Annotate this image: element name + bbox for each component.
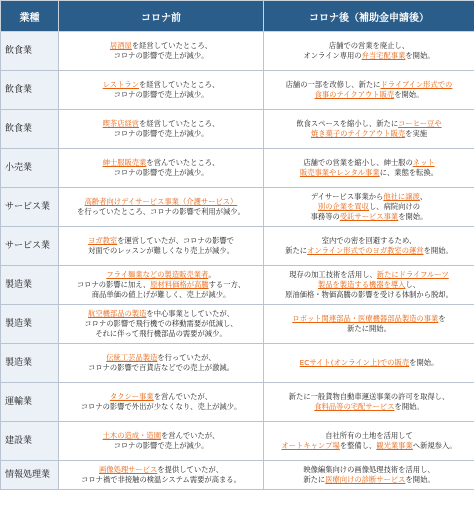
- cell-line: [61, 246, 261, 256]
- highlight-text: 高齢者向けデイサービス事業（介護サービス）: [84, 197, 238, 206]
- highlight-text: レストラン: [102, 80, 139, 89]
- plain-text: を行っていたところ、コロナの影響で利用が減少。: [77, 207, 245, 216]
- highlight-text: 新たにドライフルーツ: [376, 270, 449, 279]
- cell-line: [266, 314, 472, 324]
- table-row: [1, 344, 474, 383]
- highlight-text: 製品を製造する機器を導入: [317, 280, 406, 289]
- cell-line: [266, 90, 472, 100]
- cell-line: [61, 41, 261, 51]
- highlight-text: 受託サービス事業: [339, 212, 399, 221]
- plain-text: 新たに: [303, 475, 326, 484]
- cell-line: [61, 363, 261, 373]
- table-row: [1, 188, 474, 227]
- highlight-text: 他社に譲渡: [383, 192, 420, 201]
- cell-line: [266, 270, 472, 280]
- after-cell: [264, 266, 474, 305]
- after-cell: [264, 383, 474, 422]
- highlight-text: 居酒屋: [109, 41, 132, 50]
- highlight-text: 販売事業やレンタル事業: [299, 168, 380, 177]
- plain-text: を開始。: [394, 402, 424, 411]
- cell-line: [266, 402, 472, 412]
- before-cell: [59, 266, 264, 305]
- cell-line: [266, 212, 472, 222]
- plain-text: コロナの影響で飛行機での移動需要が低減し、: [84, 319, 238, 328]
- plain-text: 店舗での営業を廃止し、: [328, 41, 410, 50]
- table-row: [1, 383, 474, 422]
- plain-text: を実施: [405, 129, 428, 138]
- cell-line: [266, 392, 472, 402]
- plain-text: コロナの影響で売上が減少。: [113, 168, 209, 177]
- plain-text: を中心事業としていたが、: [146, 309, 234, 318]
- plain-text: 室内での密を回避するため、: [321, 236, 417, 245]
- cell-line: [266, 158, 472, 168]
- plain-text: 。: [208, 270, 216, 279]
- highlight-text: ECサイト(オンライン上)での販売: [299, 358, 410, 367]
- table-row: [1, 71, 474, 110]
- plain-text: 店舗での営業を縮小し、紳士服の: [303, 158, 413, 167]
- cell-line: [266, 324, 472, 334]
- header-industry: 業種: [1, 1, 59, 32]
- plain-text: 新たに一般貨物自動車運送事業の許可を取得し、: [288, 392, 450, 401]
- highlight-text: 土木の造成・造園: [102, 431, 161, 440]
- highlight-text: 紳士服販売業: [102, 158, 147, 167]
- cell-line: [266, 80, 472, 90]
- industry-cell: 飲食業: [1, 71, 59, 110]
- plain-text: を営んでいたところ、: [146, 158, 220, 167]
- plain-text: 事務等の: [310, 212, 340, 221]
- cell-line: [266, 290, 472, 300]
- highlight-text: オンライン形式でのヨガ教室の運営: [307, 246, 424, 255]
- cell-line: [61, 353, 261, 363]
- before-cell: [59, 383, 264, 422]
- plain-text: を開始。: [394, 90, 424, 99]
- before-cell: [59, 305, 264, 344]
- after-cell: [264, 305, 474, 344]
- cell-line: [266, 41, 472, 51]
- cell-line: [61, 465, 261, 475]
- plain-text: を開始。: [405, 51, 435, 60]
- industry-cell: 小売業: [1, 149, 59, 188]
- plain-text: コロナの影響で売上が減少。: [113, 51, 209, 60]
- highlight-text: ネット: [412, 158, 435, 167]
- highlight-text: オートキャンプ場: [281, 441, 340, 450]
- plain-text: コロナの影響で売上が減少。: [113, 90, 209, 99]
- before-cell: [59, 32, 264, 71]
- header-row: [1, 1, 474, 32]
- industry-cell: 飲食業: [1, 110, 59, 149]
- cell-line: [266, 119, 472, 129]
- cell-line: [266, 475, 472, 485]
- plain-text: コロナの影響で売上が減少。: [113, 441, 209, 450]
- plain-text: 新たに: [285, 246, 308, 255]
- cell-line: [61, 431, 261, 441]
- plain-text: し、: [405, 280, 421, 289]
- cell-line: [61, 441, 261, 451]
- plain-text: 原油価格・物価高騰の影響を受ける体制から脱却。: [285, 290, 453, 299]
- highlight-text: 別の企業を買収: [317, 202, 369, 211]
- industry-cell: 製造業: [1, 305, 59, 344]
- table-row: [1, 305, 474, 344]
- plain-text: を運営していたが、コロナの影響で: [117, 236, 234, 245]
- plain-text: を開始。: [423, 246, 453, 255]
- highlight-text: ヨガ教室: [88, 236, 118, 245]
- cell-line: [266, 441, 472, 451]
- plain-text: を経営していたところ、: [139, 119, 220, 128]
- plain-text: へ新規参入。: [412, 441, 457, 450]
- plain-text: コロナの影響に加え、: [76, 280, 151, 289]
- plain-text: を経営していたところ、: [131, 41, 213, 50]
- before-cell: [59, 149, 264, 188]
- cell-line: [61, 392, 261, 402]
- cell-line: [61, 270, 261, 280]
- cell-line: [266, 431, 472, 441]
- cell-line: [61, 236, 261, 246]
- table-row: [1, 422, 474, 461]
- highlight-text: ドライブイン形式での: [380, 80, 453, 89]
- cell-line: [61, 119, 261, 129]
- plain-text: 店舗の一部を改修し、新たに: [285, 80, 381, 89]
- after-cell: [264, 461, 474, 490]
- cell-line: [266, 280, 472, 290]
- cell-line: [61, 90, 261, 100]
- table-row: [1, 32, 474, 71]
- highlight-text: 原材料価格が高騰: [150, 280, 209, 289]
- table-body: [1, 32, 474, 490]
- plain-text: を: [438, 314, 446, 323]
- plain-text: を開始。: [409, 358, 439, 367]
- highlight-text: 観光業事業: [376, 441, 413, 450]
- before-cell: [59, 422, 264, 461]
- plain-text: 商品単価の値上げが難しく、売上が減少。: [91, 290, 231, 299]
- highlight-text: 焼き菓子のテイクアウト販売: [310, 129, 406, 138]
- plain-text: コロナの影響で外出が少なくなり、売上が減少。: [80, 402, 242, 411]
- table-row: [1, 110, 474, 149]
- cell-line: [61, 207, 261, 217]
- plain-text: を行っていたが、: [157, 353, 216, 362]
- plain-text: を開始。: [398, 212, 428, 221]
- industry-cell: 製造業: [1, 266, 59, 305]
- cell-line: [266, 236, 472, 246]
- industry-cell: 情報処理業: [1, 461, 59, 490]
- cell-line: [61, 329, 261, 339]
- plain-text: に、業態を転換。: [379, 168, 439, 177]
- cell-line: [61, 280, 261, 290]
- table-row: [1, 266, 474, 305]
- after-cell: [264, 110, 474, 149]
- table-row: [1, 227, 474, 266]
- cell-line: [61, 51, 261, 61]
- cell-line: [61, 319, 261, 329]
- cell-line: [61, 168, 261, 178]
- after-cell: [264, 188, 474, 227]
- highlight-text: 弁当宅配事業: [361, 51, 406, 60]
- plain-text: コロナ禍で非接触の検温システム需要が高まる。: [81, 475, 241, 484]
- highlight-text: 画像処理サービス: [98, 465, 158, 474]
- highlight-text: 航空機部品の製造: [88, 309, 147, 318]
- before-cell: [59, 227, 264, 266]
- highlight-text: 喫茶店経営: [102, 119, 140, 128]
- cell-line: [266, 51, 472, 61]
- after-cell: [264, 149, 474, 188]
- before-cell: [59, 71, 264, 110]
- plain-text: デイサービス事業から: [310, 192, 384, 201]
- cell-line: [61, 197, 261, 207]
- industry-cell: 建設業: [1, 422, 59, 461]
- plain-text: それに伴って飛行機部品の需要が減少。: [95, 329, 227, 338]
- industry-cell: サービス業: [1, 227, 59, 266]
- table-row: [1, 461, 474, 490]
- plain-text: コロナの影響で売上が減少。: [113, 129, 209, 138]
- cell-line: [61, 158, 261, 168]
- before-cell: [59, 344, 264, 383]
- industry-cell: 飲食業: [1, 32, 59, 71]
- plain-text: 対面でのレッスンが難しくなり売上が減少。: [88, 246, 234, 255]
- highlight-text: 食料品等の宅配サービス: [314, 402, 395, 411]
- industry-cell: サービス業: [1, 188, 59, 227]
- plain-text: 、: [419, 192, 428, 201]
- highlight-text: フライ麺業などの製造販売業者: [106, 270, 209, 279]
- plain-text: する一方、: [208, 280, 246, 289]
- plain-text: オンライン専用の: [303, 51, 362, 60]
- cell-line: [61, 402, 261, 412]
- cell-line: [61, 309, 261, 319]
- cell-line: [266, 358, 472, 368]
- plain-text: を提供していたが、: [157, 465, 224, 474]
- cell-line: [61, 129, 261, 139]
- plain-text: 自社所有の土地を活用して: [325, 431, 413, 440]
- plain-text: 映像編集向けの画像処理技術を活用し、: [303, 465, 435, 474]
- plain-text: 飲食スペースを縮小し、新たに: [296, 119, 399, 128]
- cell-line: [266, 465, 472, 475]
- highlight-text: 医療向けの診断サービス: [325, 475, 406, 484]
- highlight-text: コーヒー豆や: [398, 119, 442, 128]
- after-cell: [264, 227, 474, 266]
- cell-line: [266, 168, 472, 178]
- highlight-text: タクシー事業: [109, 392, 154, 401]
- after-cell: [264, 344, 474, 383]
- industry-cell: 運輸業: [1, 383, 59, 422]
- industry-cell: 製造業: [1, 344, 59, 383]
- cell-line: [266, 192, 472, 202]
- highlight-text: ロボット関連部品・医療機器部品製造の事業: [292, 314, 439, 323]
- after-cell: [264, 422, 474, 461]
- cell-line: [266, 202, 472, 212]
- cell-line: [266, 129, 472, 139]
- plain-text: を営んでいたが、: [161, 431, 220, 440]
- before-cell: [59, 188, 264, 227]
- after-cell: [264, 32, 474, 71]
- table-row: [1, 149, 474, 188]
- highlight-text: 伝統工芸品製造: [106, 353, 158, 362]
- before-cell: [59, 110, 264, 149]
- after-cell: [264, 71, 474, 110]
- cell-line: [61, 80, 261, 90]
- plain-text: を整備し、: [339, 441, 377, 450]
- before-cell: [59, 461, 264, 490]
- plain-text: 新たに開始。: [347, 324, 391, 333]
- plain-text: し、病院向けの: [369, 202, 421, 211]
- plain-text: を経営していたところ、: [139, 80, 220, 89]
- highlight-text: 食事のテイクアウト販売: [314, 90, 395, 99]
- cell-line: [61, 290, 261, 300]
- plain-text: 現存の加工技術を活用し、: [289, 270, 377, 279]
- plain-text: を開始。: [405, 475, 435, 484]
- header-after: コロナ後（補助金申請後）: [264, 1, 474, 32]
- cell-line: [266, 246, 472, 256]
- header-before: コロナ前: [59, 1, 264, 32]
- plain-text: コロナの影響で百貨店などでの売上が激減。: [88, 363, 234, 372]
- plain-text: を営んでいたが、: [153, 392, 213, 401]
- cell-line: [61, 475, 261, 485]
